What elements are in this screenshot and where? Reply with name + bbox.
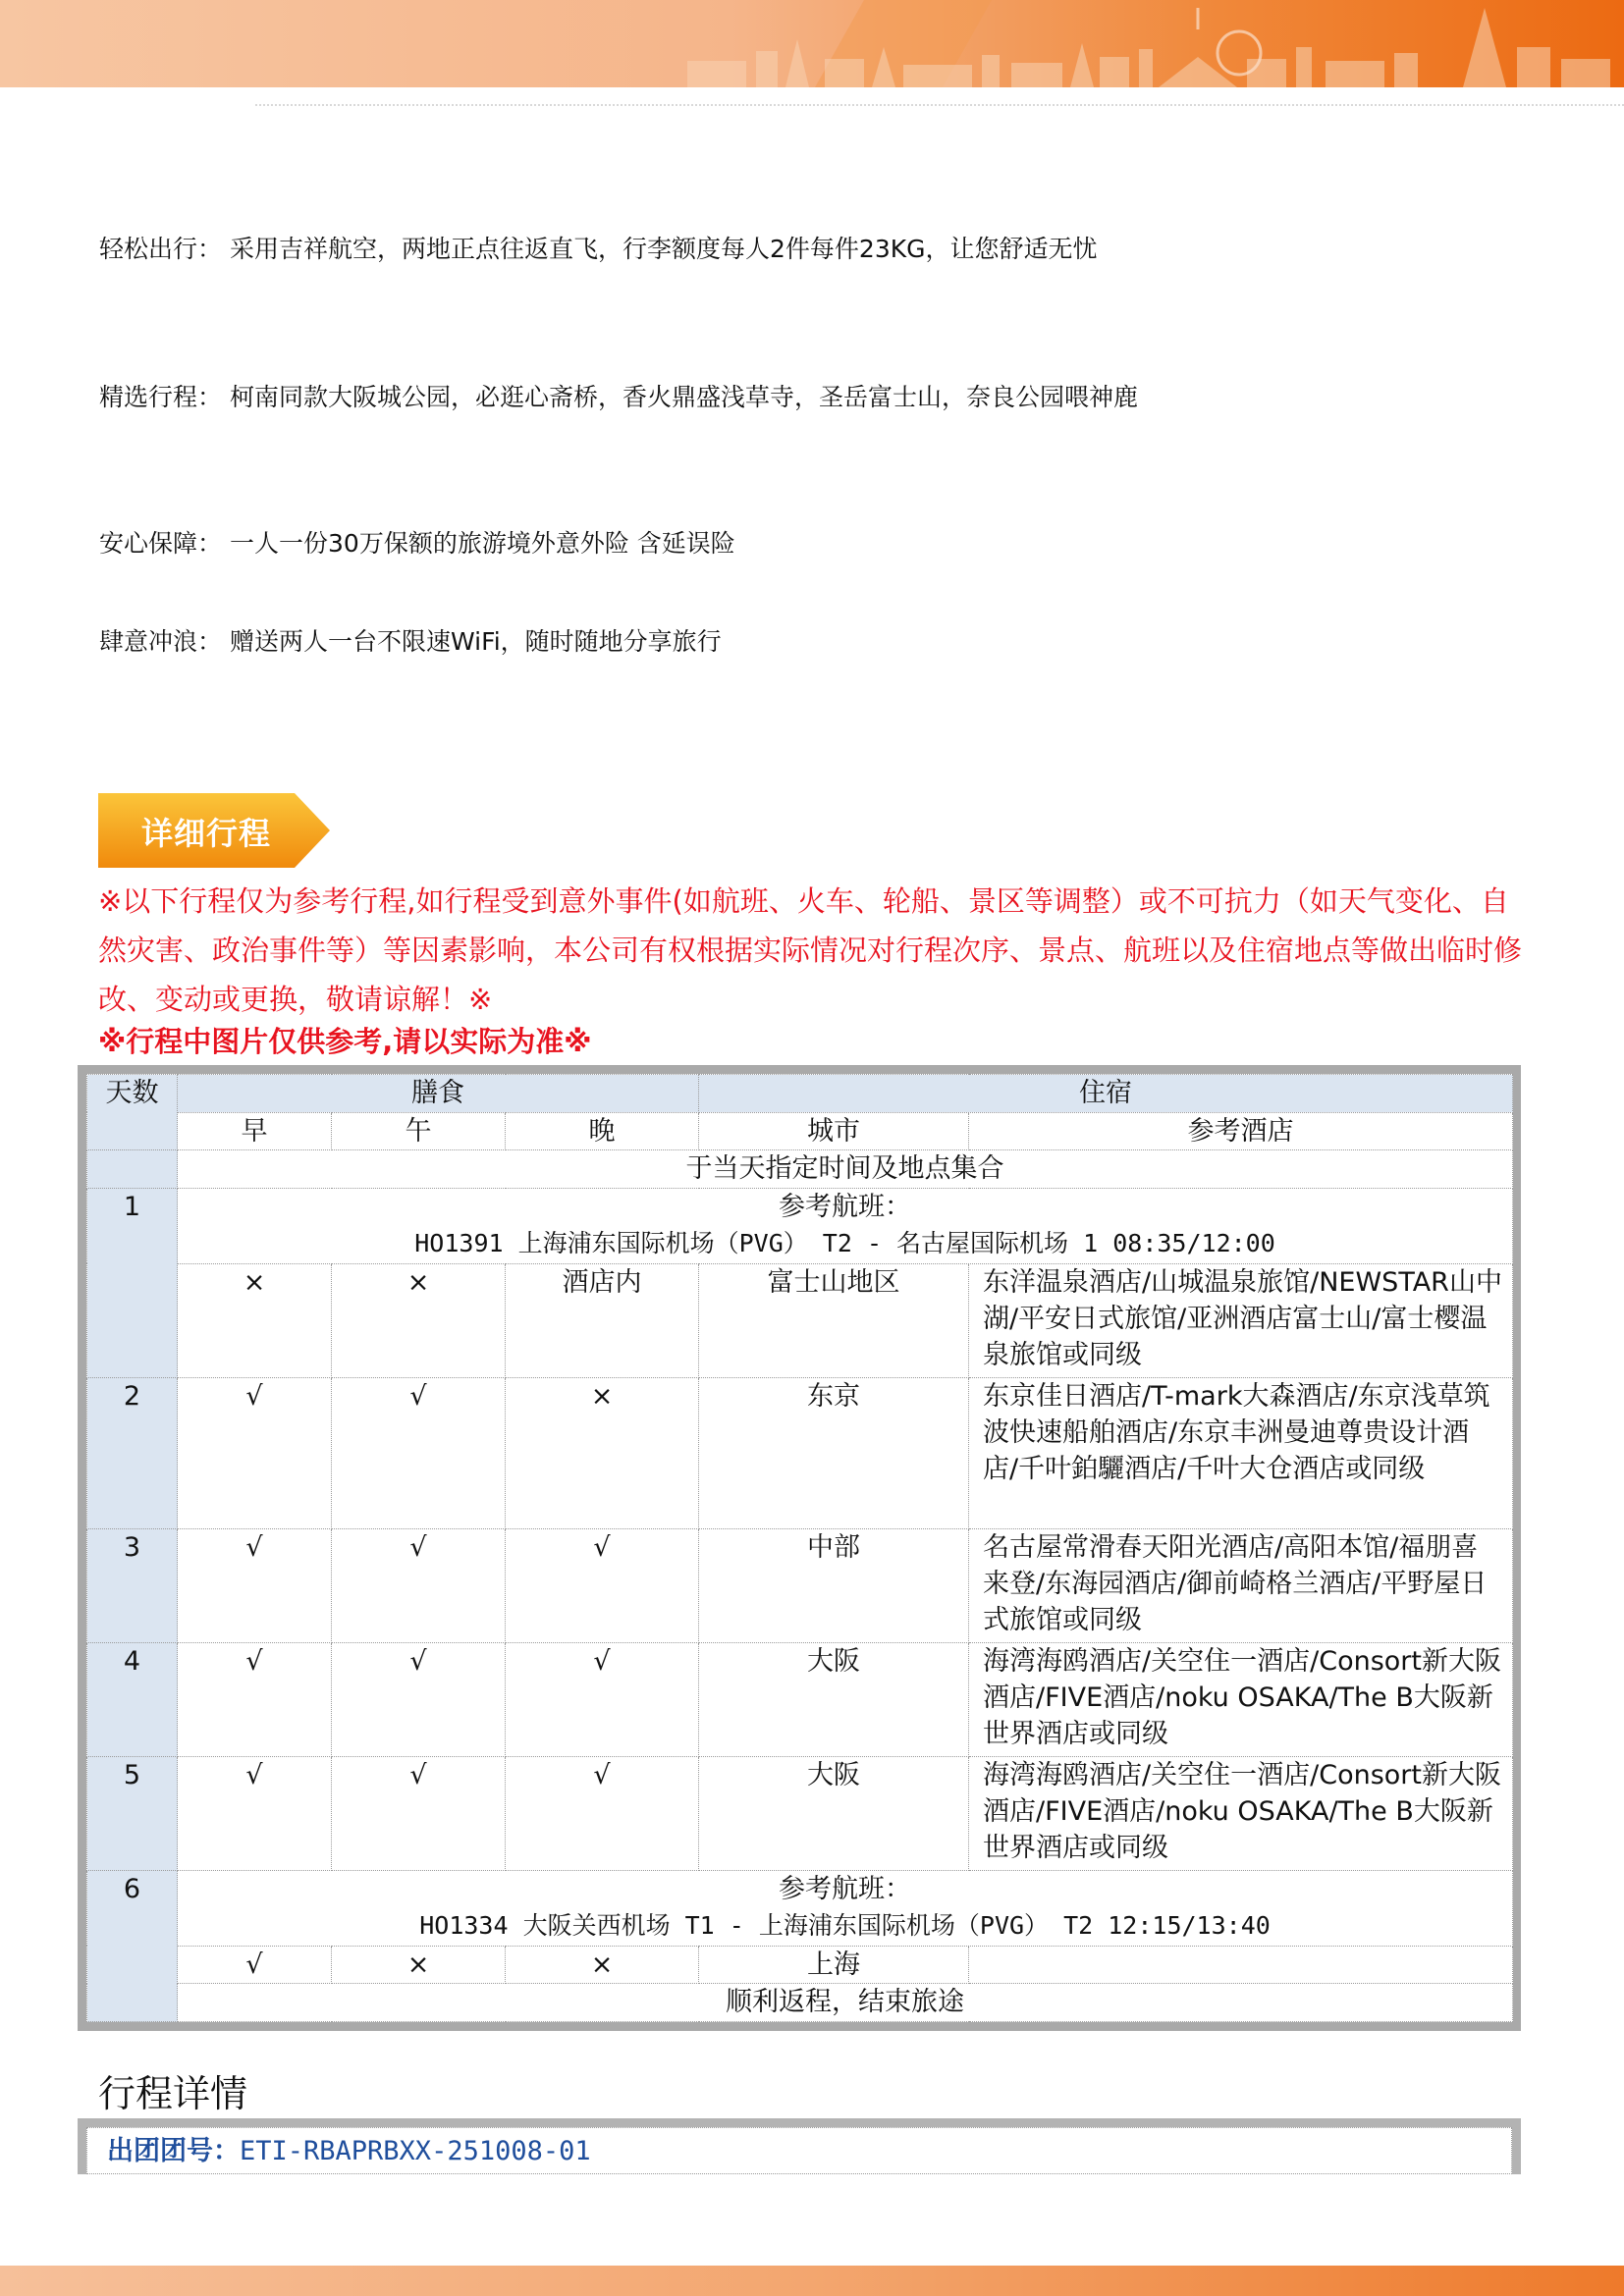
- header-lunch: 午: [332, 1112, 506, 1150]
- day-number: 6: [87, 1870, 178, 2021]
- flight-label: 参考航班：: [779, 1191, 912, 1222]
- breakfast-cell: ×: [178, 1263, 332, 1377]
- dinner-cell: √: [506, 1642, 699, 1756]
- lunch-cell: √: [332, 1756, 506, 1870]
- city-cell: 富士山地区: [699, 1263, 969, 1377]
- flight-info: [178, 1870, 1513, 1946]
- header-breakfast: 早: [178, 1112, 332, 1150]
- lunch-cell: √: [332, 1377, 506, 1528]
- hotel-cell: 海湾海鸥酒店/关空住一酒店/Consort新大阪酒店/FIVE酒店/noku OSAKA/The B大阪新世界酒店或同级: [969, 1642, 1513, 1756]
- itinerary-table-frame: [78, 1065, 1521, 2031]
- breakfast-cell: √: [178, 1642, 332, 1756]
- section-banner: [98, 793, 330, 868]
- city-cell: 东京: [699, 1377, 969, 1528]
- itinerary-notice: ※以下行程仅为参考行程,如行程受到意外事件(如航班、火车、轮船、景区等调整）或不可抗力（如天气变化、自然灾害、政治事件等）等因素影响，本公司有权根据实际情况对行程次序、景点、航班以及住宿地点等做出临时修改、变动或更换，敬请谅解！※: [98, 884, 1523, 1016]
- header-divider: [255, 104, 1624, 106]
- city-skyline-decoration: [0, 0, 1624, 87]
- tour-number-value: ETI-RBAPRBXX-251008-01: [240, 2136, 591, 2166]
- intro-label: 轻松出行：: [99, 235, 223, 263]
- intro-line-travel: [99, 233, 1098, 266]
- lunch-cell: ×: [332, 1263, 506, 1377]
- header-meals: 膳食: [178, 1075, 699, 1113]
- itinerary-table: [86, 1074, 1513, 2022]
- header-dinner: 晚: [506, 1112, 699, 1150]
- image-disclaimer: ※行程中图片仅供参考,请以实际为准※: [98, 1025, 592, 1058]
- lunch-cell: √: [332, 1642, 506, 1756]
- lunch-cell: ×: [332, 1946, 506, 1984]
- intro-text: 赠送两人一台不限速WiFi，随时随地分享旅行: [230, 627, 722, 656]
- dinner-cell: √: [506, 1529, 699, 1643]
- table-row: [87, 1642, 1513, 1756]
- hotel-cell: 海湾海鸥酒店/关空住一酒店/Consort新大阪酒店/FIVE酒店/noku OSAKA/The B大阪新世界酒店或同级: [969, 1756, 1513, 1870]
- intro-line-itinerary: [99, 381, 1138, 414]
- day-number: 5: [87, 1756, 178, 1870]
- table-subheader-row: [87, 1112, 1513, 1150]
- header-lodging: 住宿: [699, 1075, 1513, 1113]
- city-cell: 大阪: [699, 1642, 969, 1756]
- tour-number-box: [86, 2127, 1512, 2174]
- table-row: [87, 1263, 1513, 1377]
- flight-label: 参考航班：: [779, 1873, 912, 1904]
- closing-row: [87, 1984, 1513, 2022]
- hotel-cell: 东京佳日酒店/T-mark大森酒店/东京浅草筑波快速船舶酒店/东京丰洲曼迪尊贵设计酒店/千叶鉑驪酒店/千叶大仓酒店或同级: [969, 1377, 1513, 1528]
- breakfast-cell: √: [178, 1946, 332, 1984]
- intro-line-insurance: [99, 527, 735, 561]
- hotel-cell: [969, 1946, 1513, 1984]
- intro-text: 一人一份30万保额的旅游境外意外险 含延误险: [230, 529, 735, 558]
- header-hotel: 参考酒店: [969, 1112, 1513, 1150]
- table-row: [87, 1377, 1513, 1528]
- hotel-cell: 名古屋常滑春天阳光酒店/高阳本馆/福朋喜来登/东海园酒店/御前崎格兰酒店/平野屋日式旅馆或同级: [969, 1529, 1513, 1643]
- flight-info: [178, 1188, 1513, 1263]
- footer-band: [0, 2266, 1624, 2296]
- tour-number-frame: [78, 2118, 1521, 2174]
- tour-number-label: 出团团号：: [107, 2136, 240, 2166]
- intro-label: 精选行程：: [99, 383, 223, 411]
- intro-label: 安心保障：: [99, 529, 223, 558]
- dinner-cell: √: [506, 1756, 699, 1870]
- breakfast-cell: √: [178, 1377, 332, 1528]
- header-city: 城市: [699, 1112, 969, 1150]
- day1-flight-row: [87, 1188, 1513, 1263]
- intro-text: 柯南同款大阪城公园，必逛心斋桥，香火鼎盛浅草寺，圣岳富士山，奈良公园喂神鹿: [230, 383, 1139, 411]
- closing-note: 顺利返程，结束旅途: [178, 1984, 1513, 2022]
- dinner-cell: 酒店内: [506, 1263, 699, 1377]
- city-cell: 大阪: [699, 1756, 969, 1870]
- header-band: [0, 0, 1624, 87]
- day6-flight-row: [87, 1870, 1513, 1946]
- flight-details: HO1334 大阪关西机场 T1 - 上海浦东国际机场（PVG） T2 12:15/13:40: [419, 1910, 1271, 1940]
- day-cell-empty: [87, 1150, 178, 1189]
- day-number: 4: [87, 1642, 178, 1756]
- table-row: [87, 1946, 1513, 1984]
- intro-line-wifi: [99, 625, 722, 659]
- city-cell: 中部: [699, 1529, 969, 1643]
- table-row: [87, 1756, 1513, 1870]
- dinner-cell: ×: [506, 1946, 699, 1984]
- detail-title: 行程详情: [98, 2072, 248, 2115]
- assembly-row: [87, 1150, 1513, 1189]
- assembly-note: 于当天指定时间及地点集合: [178, 1150, 1513, 1189]
- day-number: 1: [87, 1188, 178, 1377]
- city-cell: 上海: [699, 1946, 969, 1984]
- lunch-cell: √: [332, 1529, 506, 1643]
- table-header-row: [87, 1075, 1513, 1113]
- intro-label: 肆意冲浪：: [99, 627, 223, 656]
- section-title: 详细行程: [141, 815, 272, 852]
- breakfast-cell: √: [178, 1529, 332, 1643]
- hotel-cell: 东洋温泉酒店/山城温泉旅馆/NEWSTAR山中湖/平安日式旅馆/亚洲酒店富士山/富士樱温泉旅馆或同级: [969, 1263, 1513, 1377]
- day-number: 2: [87, 1377, 178, 1528]
- table-row: [87, 1529, 1513, 1643]
- breakfast-cell: √: [178, 1756, 332, 1870]
- flight-details: HO1391 上海浦东国际机场（PVG） T2 - 名古屋国际机场 1 08:35/12:00: [414, 1228, 1275, 1257]
- header-day: 天数: [87, 1075, 178, 1150]
- intro-text: 采用吉祥航空，两地正点往返直飞，行李额度每人2件每件23KG，让您舒适无忧: [230, 235, 1098, 263]
- day-number: 3: [87, 1529, 178, 1643]
- dinner-cell: ×: [506, 1377, 699, 1528]
